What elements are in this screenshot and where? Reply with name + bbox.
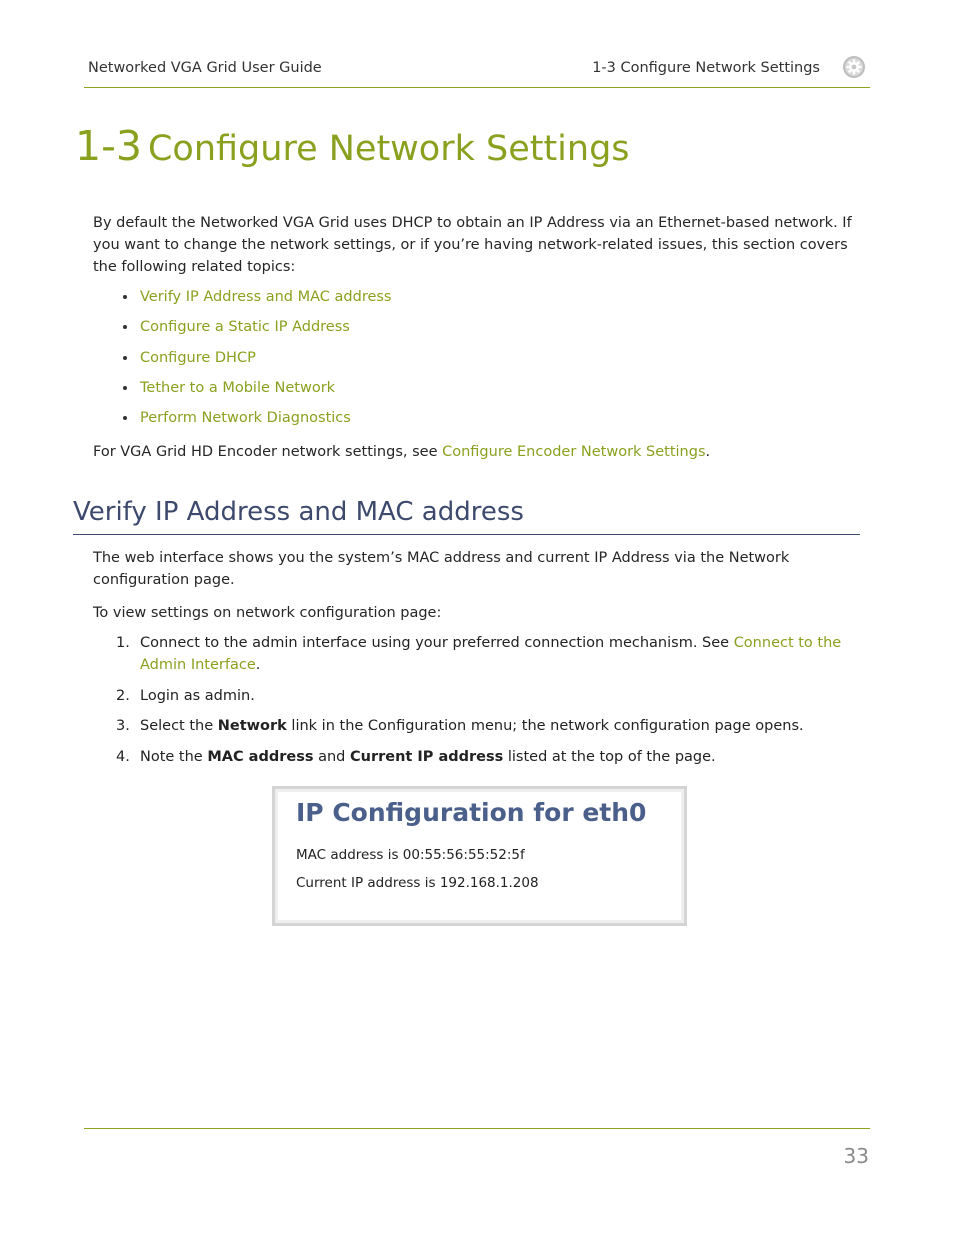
- figure-mac-line: MAC address is 00:55:56:55:52:5f: [296, 847, 525, 863]
- step-text: Login as admin.: [140, 687, 255, 704]
- step-bold-mac: MAC address: [207, 748, 314, 765]
- step-bold-network: Network: [217, 718, 287, 734]
- encoder-note-text: For VGA Grid HD Encoder network settings, see: [93, 444, 443, 460]
- step-number: 3.: [116, 718, 130, 734]
- list-item: [120, 407, 392, 437]
- bullet-icon: [123, 325, 127, 329]
- step-item: [116, 685, 861, 707]
- step-text-middle: and: [313, 748, 350, 765]
- admin-interface-link[interactable]: Connect to the Admin Interface: [140, 635, 842, 673]
- chapter-number: 1-3: [75, 122, 142, 170]
- step-text-end: listed at the top of the page.: [503, 748, 716, 765]
- step-text: Connect to the admin interface using your preferred connection mechanism. See: [140, 635, 734, 651]
- topic-list: [120, 286, 392, 437]
- step-text: Select the: [140, 718, 218, 734]
- encoder-note: [93, 441, 863, 463]
- instructions-intro: To view settings on network configuration page:: [93, 605, 442, 621]
- figure-title: IP Configuration for eth0: [296, 798, 647, 827]
- section-paragraph: The web interface shows you the system’s MAC address and current IP Address via the Network configuration page.: [93, 550, 790, 588]
- list-item: [120, 316, 392, 346]
- step-text-end: link in the Configuration menu; the network configuration page opens.: [286, 718, 804, 734]
- step-item: [116, 632, 861, 676]
- step-number: 2.: [116, 687, 130, 704]
- topic-link-dhcp[interactable]: Configure DHCP: [140, 349, 256, 366]
- bullet-icon: [123, 356, 127, 360]
- gear-badge-icon: [842, 55, 866, 79]
- ip-configuration-screenshot: [272, 786, 687, 926]
- step-item: [116, 746, 861, 768]
- list-item: [120, 377, 392, 407]
- bullet-icon: [123, 416, 127, 420]
- encoder-settings-link[interactable]: Configure Encoder Network Settings: [442, 444, 706, 460]
- topic-link-diagnostics[interactable]: Perform Network Diagnostics: [140, 410, 351, 427]
- section-heading: Verify IP Address and MAC address: [73, 497, 524, 527]
- bullet-icon: [123, 386, 127, 390]
- topic-link-verify-ip[interactable]: Verify IP Address and MAC address: [140, 289, 392, 305]
- topic-link-static-ip[interactable]: Configure a Static IP Address: [140, 319, 350, 336]
- chapter-title-text: Configure Network Settings: [147, 129, 630, 169]
- list-item: [120, 286, 392, 316]
- section-divider: [73, 534, 860, 535]
- step-number: 4.: [116, 748, 130, 765]
- running-header-title: Networked VGA Grid User Guide: [88, 60, 322, 76]
- footer-divider: [84, 1128, 870, 1129]
- encoder-note-end: .: [705, 444, 711, 460]
- step-bold-ip: Current IP address: [349, 748, 504, 765]
- step-text-end: .: [255, 657, 261, 673]
- step-number: 1.: [116, 635, 130, 651]
- running-header-section: 1-3 Configure Network Settings: [592, 60, 820, 76]
- bullet-icon: [123, 295, 127, 299]
- list-item: [120, 347, 392, 377]
- chapter-title: [75, 122, 630, 170]
- page-number: 33: [843, 1144, 869, 1168]
- intro-paragraph: By default the Networked VGA Grid uses DHCP to obtain an IP Address via an Ethernet-based network. If you want to change the network settings, or if you’re having network-related issues, this section covers the following related topics:: [93, 215, 852, 275]
- step-item: [116, 715, 861, 737]
- topic-link-tether[interactable]: Tether to a Mobile Network: [140, 379, 336, 396]
- steps-list: [116, 632, 861, 776]
- header-divider: [84, 87, 870, 88]
- figure-ip-line: Current IP address is 192.168.1.208: [296, 875, 539, 891]
- step-text: Note the: [140, 748, 208, 765]
